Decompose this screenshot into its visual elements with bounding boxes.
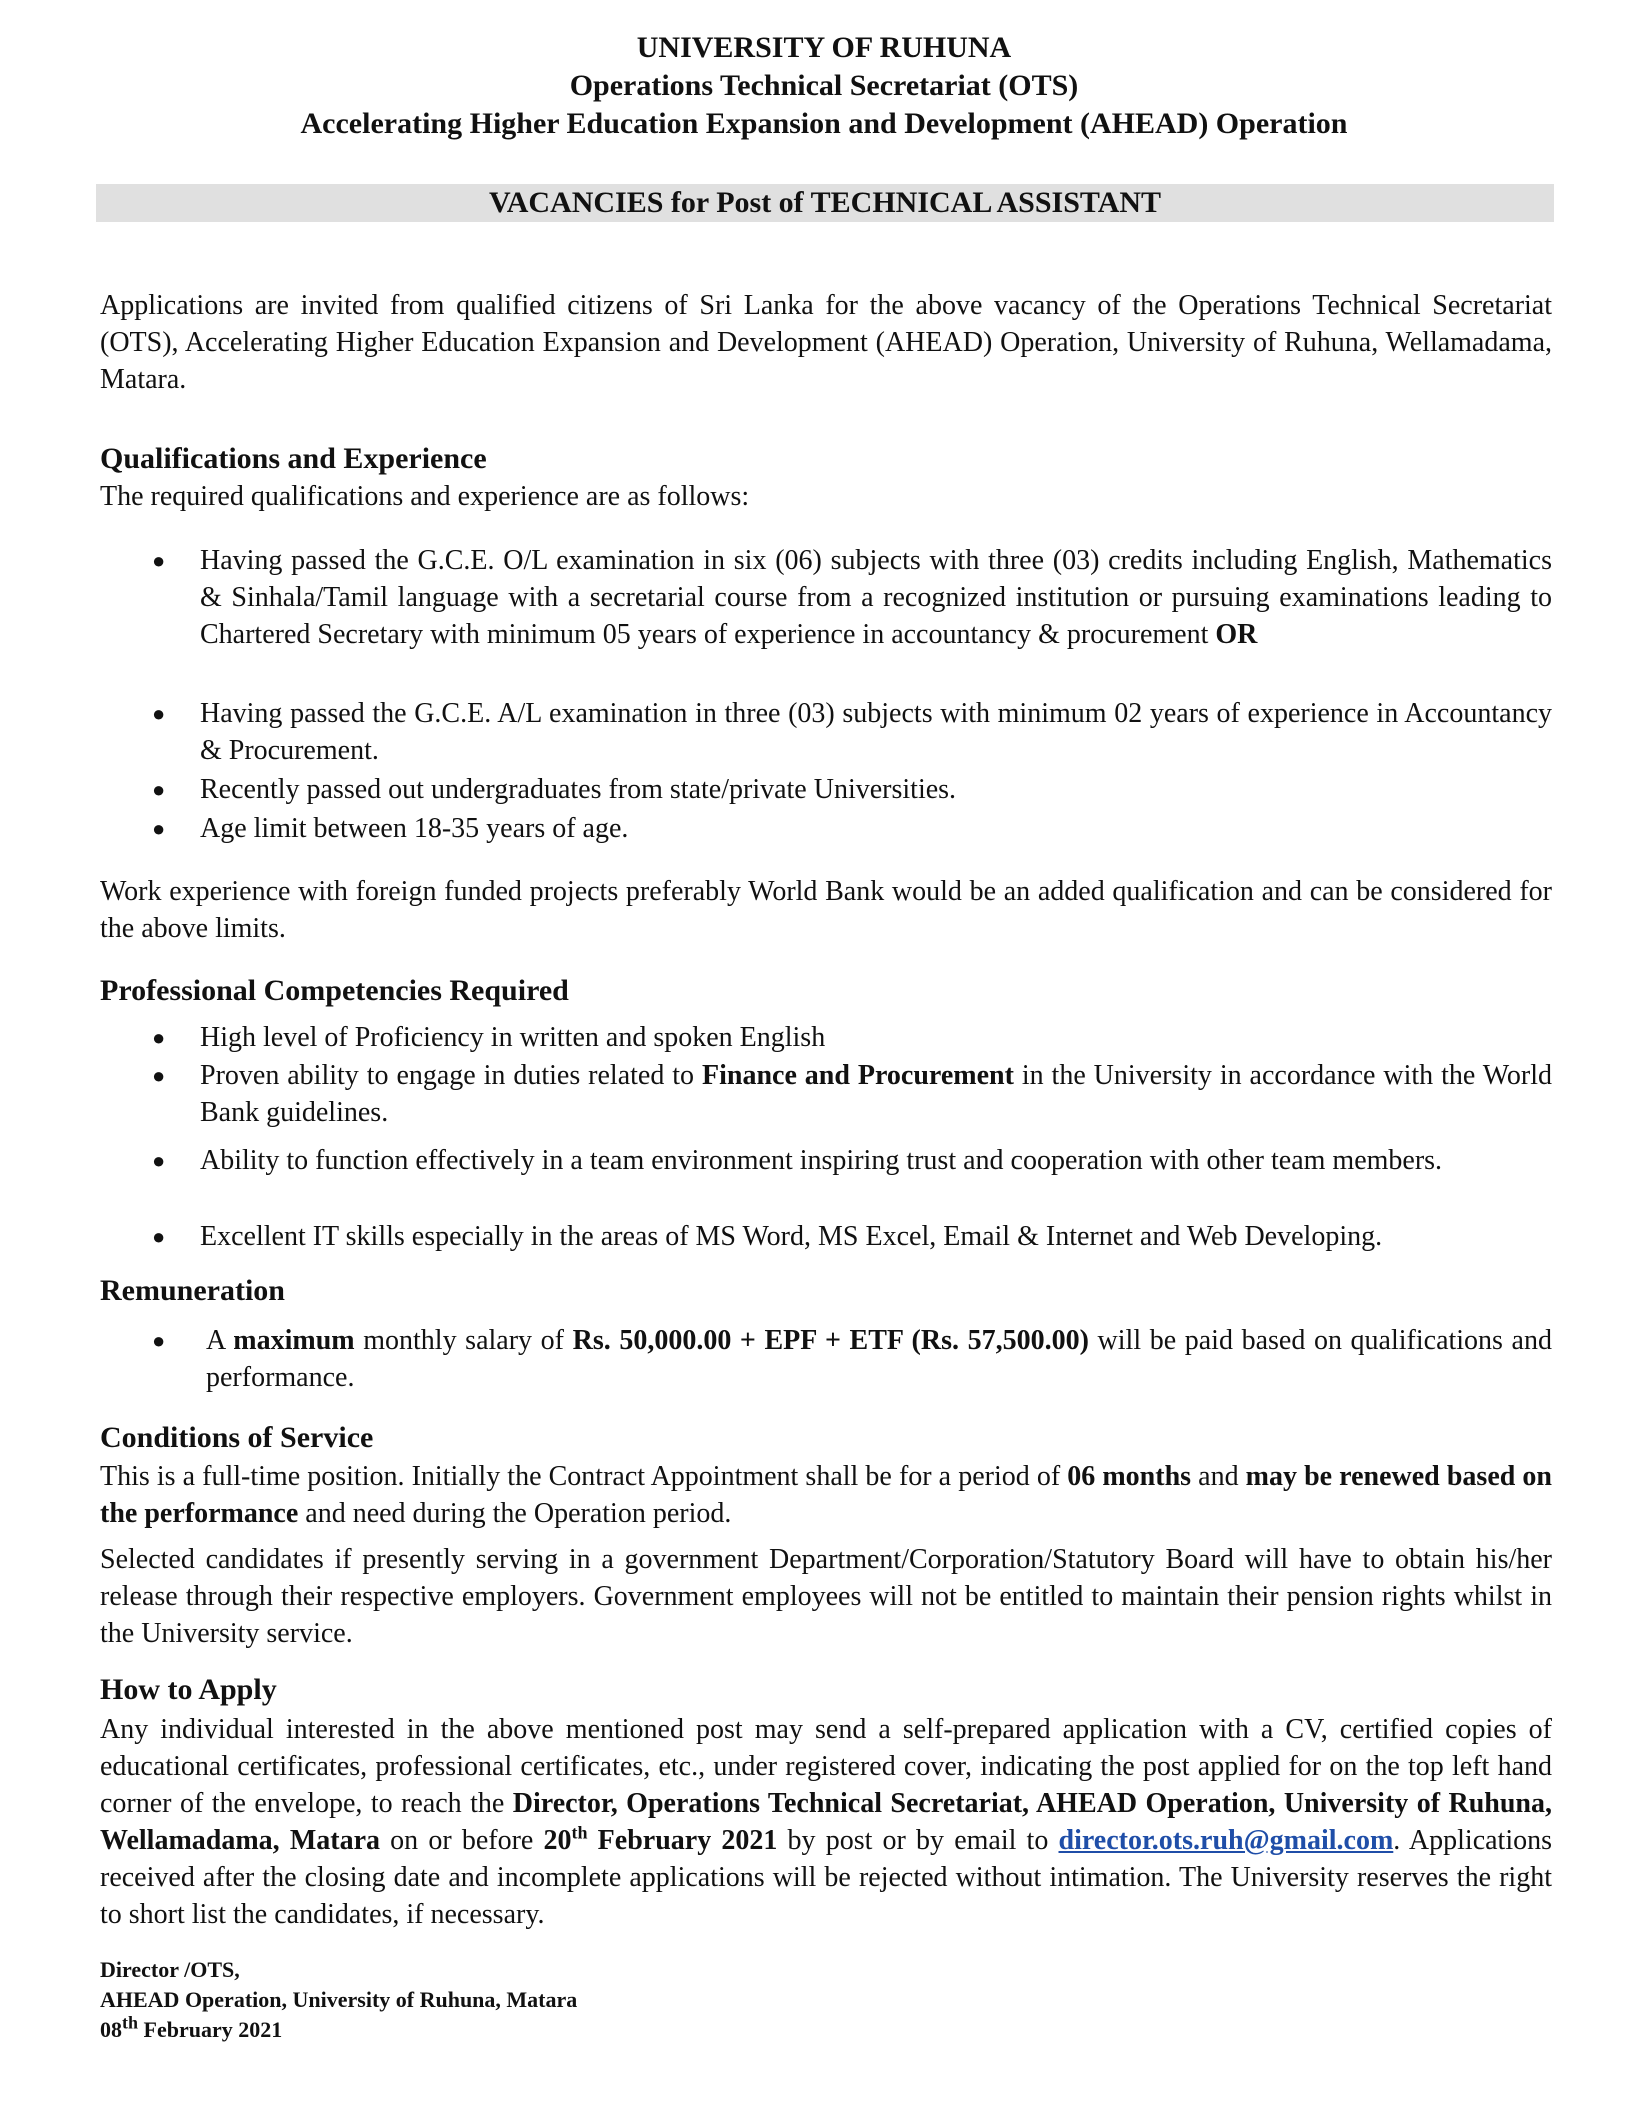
bullet-icon: ●: [152, 1148, 166, 1173]
notice-date-month-year: February 2021: [138, 2017, 283, 2042]
how-to-apply-heading: How to Apply: [100, 1673, 277, 1706]
experience-note: Work experience with foreign funded projects preferably World Bank would be an added qualification and can be considered for the above limits.: [100, 876, 1552, 944]
qualifications-heading: Qualifications and Experience: [100, 442, 487, 475]
closing-date-month-year: February 2021: [587, 1825, 778, 1856]
bullet-icon: ●: [152, 1063, 166, 1088]
finance-procurement-emphasis: Finance and Procurement: [701, 1060, 1014, 1091]
closing-date: [543, 1822, 778, 1856]
conditions-heading: Conditions of Service: [100, 1421, 374, 1454]
conditions-text: This is a full-time position. Initially the Contract Appointment shall be for a period of: [100, 1461, 1068, 1492]
qualifications-lead: The required qualifications and experience are as follows:: [100, 481, 750, 512]
notice-date-day: 08: [100, 2017, 122, 2042]
qualification-item-text: Having passed the G.C.E. A/L examination in three (03) subjects with minimum 02 years of experience in Accountancy & Procurement.: [200, 698, 1552, 766]
university-name: UNIVERSITY OF RUHUNA: [636, 31, 1012, 64]
salary-amount: Rs. 50,000.00 + EPF + ETF (Rs. 57,500.00): [572, 1325, 1089, 1356]
bullet-icon: ●: [152, 816, 166, 841]
competency-item-text: Ability to function effectively in a team environment inspiring trust and cooperation with other team members.: [200, 1145, 1443, 1176]
competency-item-text: Excellent IT skills especially in the areas of MS Word, MS Excel, Email & Internet and Web Developing.: [200, 1221, 1383, 1252]
qualification-item-text: Age limit between 18-35 years of age.: [200, 813, 629, 844]
maximum-emphasis: maximum: [233, 1325, 355, 1356]
bullet-icon: ●: [152, 1328, 166, 1353]
remuneration-text: A: [206, 1325, 234, 1356]
contract-period: 06 months: [1067, 1461, 1192, 1492]
apply-text: . Applications received after the closing date and incomplete applications will be rejected without intimation. The University reserves the right to short list the candidates, if necessary.: [100, 1825, 1553, 1930]
remuneration-text: monthly salary of: [354, 1325, 573, 1356]
closing-date-suffix: th: [571, 1822, 588, 1843]
remuneration-text: will be paid based on qualifications and performance.: [206, 1325, 1552, 1393]
closing-date-day: 20: [543, 1825, 572, 1856]
signatory-title: Director /OTS,: [100, 1957, 240, 1982]
bullet-icon: ●: [152, 1224, 166, 1249]
government-employees-paragraph: Selected candidates if presently serving in a government Department/Corporation/Statutory Board will have to obtain his/her release through their respective employers. Government employees will not be entitled to maintain their pension rights whilst in the University service.: [100, 1544, 1552, 1649]
signatory-organization: AHEAD Operation, University of Ruhuna, Matara: [100, 1987, 578, 2012]
how-to-apply-paragraph: [100, 1711, 1552, 1933]
operation-name: Accelerating Higher Education Expansion and Development (AHEAD) Operation: [300, 107, 1348, 140]
competency-item-text: High level of Proficiency in written and spoken English: [200, 1022, 826, 1053]
notice-date: [100, 2012, 283, 2045]
vacancy-title: VACANCIES for Post of TECHNICAL ASSISTANT: [96, 184, 1554, 222]
qualification-item-text: Having passed the G.C.E. O/L examination in six (06) subjects with three (03) credits including English, Mathematics & Sinhala/Tamil language with a secretarial course from a recognized institution or pursuing examinations leading to Chartered Secretary with minimum 05 years of experience in accountancy & procurement: [200, 545, 1552, 650]
conditions-paragraph: [100, 1458, 1552, 1532]
qualification-or: OR: [1215, 619, 1258, 650]
conditions-text: and: [1191, 1461, 1246, 1492]
apply-text: Any individual interested in the above mentioned post may send a self-prepared application with a CV, certified copies of educational certificates, professional certificates, etc., under registered cover, indicating the post applied for on the top left hand corner of the envelope, to reach the: [100, 1714, 1552, 1819]
qualification-item-text: Recently passed out undergraduates from state/private Universities.: [200, 774, 957, 805]
bullet-icon: ●: [152, 1025, 166, 1050]
competency-item-text: Proven ability to engage in duties related to: [200, 1060, 702, 1091]
secretariat-name: Operations Technical Secretariat (OTS): [569, 69, 1079, 102]
competencies-heading: Professional Competencies Required: [100, 974, 569, 1007]
competency-item-text: in the University in accordance with the World Bank guidelines.: [200, 1060, 1552, 1128]
apply-text: on or before: [380, 1825, 544, 1856]
mailing-address: Director, Operations Technical Secretariat, AHEAD Operation, University of Ruhuna, Wellamadama, Matara: [100, 1788, 1552, 1856]
remuneration-heading: Remuneration: [100, 1274, 285, 1307]
intro-paragraph: Applications are invited from qualified citizens of Sri Lanka for the above vacancy of the Operations Technical Secretariat (OTS), Accelerating Higher Education Expansion and Development (AHEAD) Operation, University of Ruhuna, Wellamadama, Matara.: [100, 290, 1552, 395]
bullet-icon: ●: [152, 701, 166, 726]
notice-date-suffix: th: [122, 2012, 139, 2033]
conditions-text: and need during the Operation period.: [298, 1498, 732, 1529]
apply-text: by post or by email to: [777, 1825, 1059, 1856]
bullet-icon: ●: [152, 548, 166, 573]
bullet-icon: ●: [152, 777, 166, 802]
email-link[interactable]: director.ots.ruh@gmail.com: [1058, 1825, 1394, 1856]
renewal-emphasis: may be renewed based on the performance: [100, 1461, 1552, 1529]
